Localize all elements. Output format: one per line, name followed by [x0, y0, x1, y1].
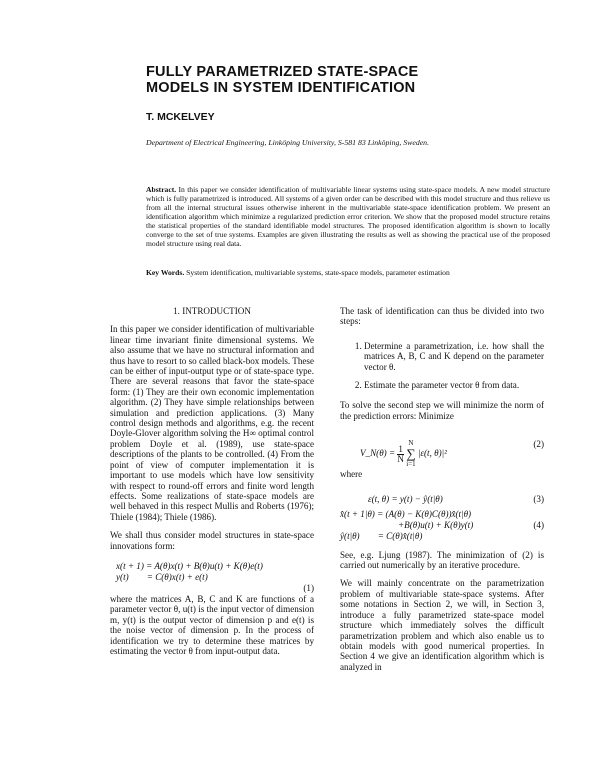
- equation-4-line-2: +B(θ)u(t) + K(θ)y(t): [398, 519, 474, 530]
- title-line-2: MODELS IN SYSTEM IDENTIFICATION: [146, 80, 416, 96]
- abstract-text: In this paper we consider identification of multivariable linear systems using state-space models. A new model structure which is fully parametrized is introduced. All systems of a given order can be described with this model structure and thus relieve us from all the internal structural issues otherwise inherent in the multivariable state-space identification problem. We present an identification algorithm which minimize a regularized prediction error criterion. We show that the proposed model structure retains the statistical properties of the standard identifiable model structures. The proposed identification algorithm is shown to locally converge to the set of true systems. Examples are given illustrating the results as well as showing the practical use of the proposed model structure using real data.: [146, 185, 550, 248]
- equation-2-number: (2): [533, 439, 544, 450]
- keywords-text: System identification, multivariable systems, state-space models, parameter estimation: [186, 268, 450, 277]
- right-paragraph-1: The task of identification can thus be divided into two steps:: [340, 306, 544, 327]
- intro-paragraph-1: In this paper we consider identification of multivariable linear time invariant finite dimensional systems. We also assume that we have no structural information and thus have to resort to so called black-box models. These can be either of input-output type or of state-space type. There are several reasons that favor the state-space form: (1) They are their own economic implementation algorithm. (2) They have simple relationships between simulation and prediction applications. (3) Many control design methods and algorithms, e.g. the recent Doyle-Glover algorithm solving the H∞ optimal control problem Doyle et al. (1989), use state-space descriptions of the plants to be controlled. (4) From the point of view of computer implementation it is important to use models which have low sensitivity with respect to round-off errors and finite word length effects. Some realizations of state-space models are well behaved in this respect Mullis and Roberts (1976); Thiele (1984); Thiele (1986).: [110, 324, 314, 522]
- equation-2-sum-bottom: i=1: [406, 460, 416, 469]
- right-paragraph-2: To solve the second step we will minimize the norm of the prediction errors: Minimize: [340, 400, 544, 421]
- right-column: [340, 306, 544, 680]
- equation-4-line-3: ŷ(t|θ) = C(θ)x̂(t|θ): [340, 530, 423, 541]
- author: T. MCKELVEY: [146, 111, 215, 123]
- section-heading-introduction: 1. INTRODUCTION: [173, 306, 251, 316]
- abstract: [146, 185, 550, 248]
- right-paragraph-4: We will mainly concentrate on the parametrization problem of multivariable state-space systems. After some notations in Section 2, we will, in Section 3, introduce a fully parametrized state-space model structure which immediately solves the difficult parametrization problem and which also enable us to obtain models with good numerical properties. In Section 4 we give an identification algorithm which is analyzed in: [340, 578, 544, 672]
- equations-3-4: [340, 494, 544, 542]
- identification-steps: [340, 341, 544, 391]
- keywords-label: Key Words.: [146, 268, 185, 277]
- equation-4-number: (4): [533, 519, 544, 530]
- equation-2-fraction: [397, 445, 404, 464]
- step-2: 2. Estimate the parameter vector θ from data.: [364, 380, 544, 390]
- equation-2-sum-top: N: [408, 439, 414, 448]
- equation-1: [110, 561, 314, 594]
- equation-2-rhs: |ε(t, θ)|²: [417, 448, 447, 459]
- intro-paragraph-3: where the matrices A, B, C and K are functions of a parameter vector θ, u(t) is the input vector of dimension m, y(t) is the output vector of dimension p and e(t) is the noise vector of dimension p. In the process of identification we try to determine these matrices by estimating the vector θ from input-output data.: [110, 593, 314, 656]
- equation-2-frac-den: N: [397, 453, 404, 464]
- equation-1-number: (1): [303, 582, 314, 593]
- title-line-1: FULLY PARAMETRIZED STATE-SPACE: [146, 64, 419, 80]
- equation-1-line-2: y(t) = C(θ)x(t) + e(t): [116, 571, 208, 582]
- affiliation: Department of Electrical Engineering, Linköping University, S-581 83 Linköping, Sweden.: [146, 138, 430, 147]
- equation-3: ε(t, θ) = y(t) − ŷ(t|θ): [368, 493, 443, 504]
- equation-3-number: (3): [533, 493, 544, 504]
- keywords: [146, 268, 550, 277]
- equation-2-frac-num: 1: [398, 443, 403, 454]
- equation-1-line-1: x(t + 1) = A(θ)x(t) + B(θ)u(t) + K(θ)e(t): [116, 560, 263, 571]
- abstract-label: Abstract.: [146, 185, 177, 194]
- intro-paragraph-2: We shall thus consider model structures in state-space innovations form:: [110, 530, 314, 551]
- paper-title: [146, 64, 546, 96]
- left-column: [110, 306, 314, 664]
- equation-4-line-1: x̂(t + 1|θ) = (A(θ) − K(θ)C(θ))x̂(t|θ): [340, 508, 472, 519]
- where-label: where: [340, 469, 363, 480]
- right-paragraph-3: See, e.g. Ljung (1987). The minimization of (2) is carried out numerically by an iterative procedure.: [340, 549, 544, 571]
- equation-2-lhs: V_N(θ) =: [360, 448, 396, 459]
- step-1: 1. Determine a parametrization, i.e. how shall the matrices A, B, C and K depend on the parameter vector θ.: [364, 341, 544, 372]
- equation-2-sum: N ∑ i=1: [406, 439, 416, 469]
- equation-2: [340, 429, 544, 469]
